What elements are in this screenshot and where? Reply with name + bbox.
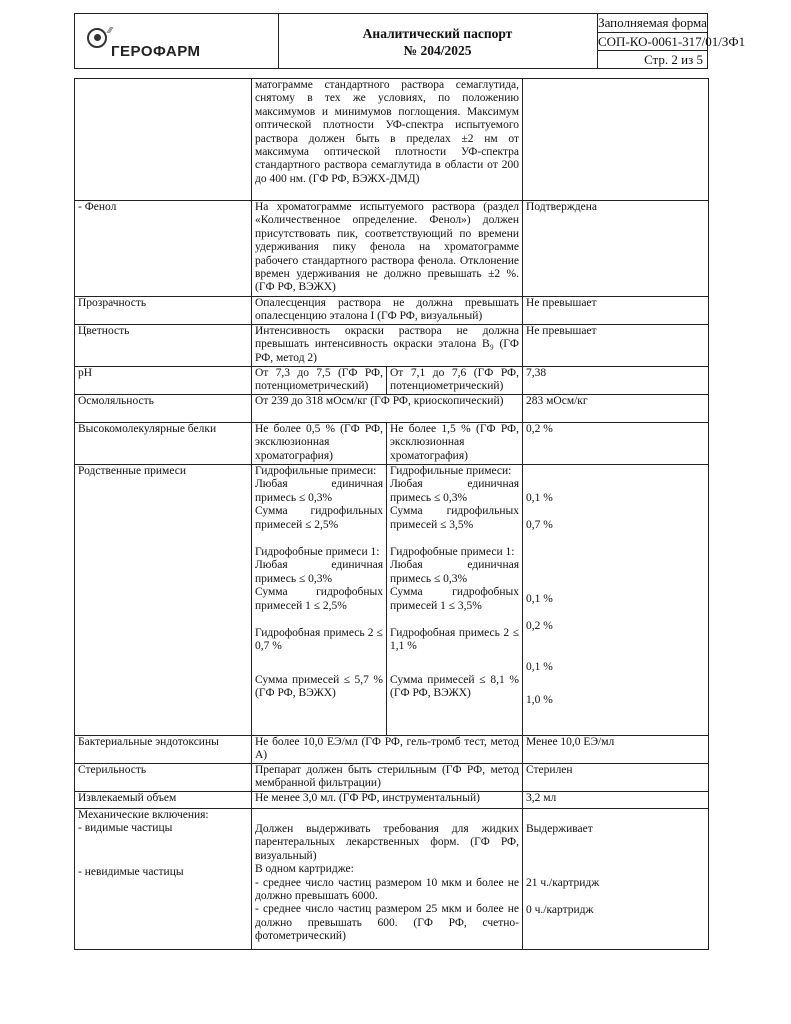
cell-result xyxy=(523,465,709,736)
table-row-continuation xyxy=(75,79,709,201)
table-row-extractable-volume xyxy=(75,792,709,809)
logo-mark-icon xyxy=(87,28,107,48)
hydrophilic-single-limit: Любая единичная примесь ≤ 0,3% xyxy=(390,478,520,504)
cell-result: 0,2 % xyxy=(523,423,709,465)
total-limit: Сумма примесей ≤ 5,7 % (ГФ РФ, ВЭЖХ) xyxy=(255,673,383,700)
cell-name: pH xyxy=(75,367,252,395)
hydrophilic-heading: Гидрофильные примеси: xyxy=(255,465,377,477)
cell-requirement xyxy=(252,809,523,950)
result-hydrophilic-sum: 0,7 % xyxy=(526,519,553,531)
visible-particles-label: - видимые частицы xyxy=(78,822,173,835)
cell-result: Подтверждена xyxy=(523,201,709,297)
page-number: Стр. 2 из 5 xyxy=(644,52,703,68)
cell-result: Не превышает xyxy=(523,325,709,367)
invisible-result-10um: 21 ч./картридж xyxy=(526,877,600,889)
table-row-clarity xyxy=(75,297,709,325)
hydrophilic-heading: Гидрофильные примеси: xyxy=(390,465,512,477)
cell-requirement-1: Не более 0,5 % (ГФ РФ, эксклюзионная хроматография) xyxy=(252,423,387,465)
logo-rays-icon: ⁄⁄⁄ xyxy=(108,26,113,35)
table-row-hmw-proteins xyxy=(75,423,709,465)
cell-requirement: матограмме стандартного раствора семаглутида, снятому в тех же условиях, по положению максимумов и минимумов поглощения. Максимум оптической плотности УФ-спектра испытуемого раствора должен быть в пределах ±2 нм от максимума оптической плотности УФ-спектра стандартного раствора семаглутида в области от 200 до 400 нм. (ГФ РФ, ВЭЖХ-ДМД) xyxy=(252,79,523,201)
invisible-particles-label: - невидимые частицы xyxy=(78,865,184,878)
cell-name: Осмоляльность xyxy=(75,395,252,423)
table-row-mechanical-inclusions xyxy=(75,809,709,950)
result-hydrophobic1-sum: 0,2 % xyxy=(526,620,553,632)
cell-name xyxy=(75,809,252,950)
cell-result: Стерилен xyxy=(523,764,709,792)
table-row-color xyxy=(75,325,709,367)
cell-name: Прозрачность xyxy=(75,297,252,325)
cell-name: Родственные примеси xyxy=(75,465,252,736)
title-line-2: № 204/2025 xyxy=(403,43,472,58)
cell-result: Менее 10,0 ЕЭ/мл xyxy=(523,736,709,764)
invisible-intro: В одном картридже: xyxy=(255,863,354,876)
total-limit: Сумма примесей ≤ 8,1 % (ГФ РФ, ВЭЖХ) xyxy=(390,673,520,700)
cell-requirement: Препарат должен быть стерильным (ГФ РФ, метод мембранной фильтрации) xyxy=(252,764,523,792)
table-row-related-impurities xyxy=(75,465,709,736)
visible-particles-requirement: Должен выдерживать требования для жидких парентеральных лекарственных форм. (ГФ РФ, визуальный) xyxy=(255,823,520,862)
hydrophobic2-limit: Гидрофобная примесь 2 ≤ 1,1 % xyxy=(390,627,520,653)
cell-result: Не превышает xyxy=(523,297,709,325)
result-hydrophobic2: 0,1 % xyxy=(526,661,553,673)
hydrophobic1-single-limit: Любая единичная примесь ≤ 0,3% xyxy=(390,559,520,585)
form-code: СОП-КО-0061-317/01/ЗФ1 xyxy=(598,33,707,52)
cell-result: 7,38 xyxy=(523,367,709,395)
cell-requirement-2: Не более 1,5 % (ГФ РФ, эксклюзионная хроматография) xyxy=(387,423,523,465)
cell-result: 3,2 мл xyxy=(523,792,709,809)
cell-name: Бактериальные эндотоксины xyxy=(75,736,252,764)
invisible-req-10um: - среднее число частиц размером 10 мкм и более не должно превышать 6000. xyxy=(255,876,520,903)
cell-requirement-1 xyxy=(252,465,387,736)
hydrophobic2-limit: Гидрофобная примесь 2 ≤ 0,7 % xyxy=(255,627,383,653)
hydrophobic1-single-limit: Любая единичная примесь ≤ 0,3% xyxy=(255,559,383,585)
hydrophilic-sum-limit: Сумма гидрофильных примесей ≤ 2,5% xyxy=(255,505,383,531)
cell-result xyxy=(523,79,709,201)
table-row-ph xyxy=(75,367,709,395)
result-total: 1,0 % xyxy=(526,694,553,706)
cell-name xyxy=(75,79,252,201)
invisible-result-25um: 0 ч./картридж xyxy=(526,904,594,916)
cell-requirement-1: От 7,3 до 7,5 (ГФ РФ, потенциометрический) xyxy=(252,367,387,395)
visible-particles-result: Выдерживает xyxy=(526,823,593,835)
cell-requirement: Не более 10,0 ЕЭ/мл (ГФ РФ, гель-тромб тест, метод А) xyxy=(252,736,523,764)
cell-result xyxy=(523,809,709,950)
table-row-phenol xyxy=(75,201,709,297)
company-name: ГЕРОФАРМ xyxy=(111,43,201,60)
cell-requirement-2: От 7,1 до 7,6 (ГФ РФ, потенциометрический) xyxy=(387,367,523,395)
hydrophobic1-heading: Гидрофобные примеси 1: xyxy=(390,546,515,559)
invisible-req-25um: - среднее число частиц размером 25 мкм и более не должно превышать 600. (ГФ РФ, счетно-фотометрический) xyxy=(255,903,520,943)
table-row-endotoxins xyxy=(75,736,709,764)
cell-name: Стерильность xyxy=(75,764,252,792)
hydrophobic1-heading: Гидрофобные примеси 1: xyxy=(255,546,380,559)
cell-result: 283 мОсм/кг xyxy=(523,395,709,423)
form-info xyxy=(598,14,746,68)
hydrophilic-sum-limit: Сумма гидрофильных примесей ≤ 3,5% xyxy=(390,505,520,531)
hydrophobic1-sum-limit: Сумма гидрофобных примесей 1 ≤ 3,5% xyxy=(390,586,520,612)
form-label: Заполняемая форма xyxy=(598,14,707,33)
table-row-sterility xyxy=(75,764,709,792)
hydrophobic1-sum-limit: Сумма гидрофобных примесей 1 ≤ 2,5% xyxy=(255,586,383,612)
cell-requirement-2 xyxy=(387,465,523,736)
cell-name: Высокомолекулярные белки xyxy=(75,423,252,465)
cell-name: - Фенол xyxy=(75,201,252,297)
cell-requirement: Не менее 3,0 мл. (ГФ РФ, инструментальный) xyxy=(252,792,523,809)
document-title xyxy=(278,14,598,68)
cell-requirement: От 239 до 318 мОсм/кг (ГФ РФ, криоскопический) xyxy=(252,395,523,423)
company-logo xyxy=(75,14,279,68)
cell-name: Цветность xyxy=(75,325,252,367)
cell-requirement: На хроматограмме испытуемого раствора (раздел «Количественное определение. Фенол») должен присутствовать пик, соответствующий по времени удерживания пику фенола на хроматограмме рабочего стандартного раствора фенола. Отклонение времен удерживания не должно превышать ±2 %. (ГФ РФ, ВЭЖХ) xyxy=(252,201,523,297)
cell-requirement: Опалесценция раствора не должна превышать опалесценцию эталона I (ГФ РФ, визуальный) xyxy=(252,297,523,325)
cell-requirement: Интенсивность окраски раствора не должна превышать интенсивность окраски эталона B₉ (ГФ РФ, метод 2) xyxy=(252,325,523,367)
title-line-1: Аналитический паспорт xyxy=(362,26,513,41)
document-header xyxy=(74,13,746,69)
result-hydrophobic1-single: 0,1 % xyxy=(526,593,553,605)
table-row-osmolality xyxy=(75,395,709,423)
hydrophilic-single-limit: Любая единичная примесь ≤ 0,3% xyxy=(255,478,383,504)
mech-heading: Механические включения: xyxy=(78,809,209,821)
cell-name: Извлекаемый объем xyxy=(75,792,252,809)
specification-table xyxy=(74,78,709,950)
result-hydrophilic-single: 0,1 % xyxy=(526,492,553,504)
